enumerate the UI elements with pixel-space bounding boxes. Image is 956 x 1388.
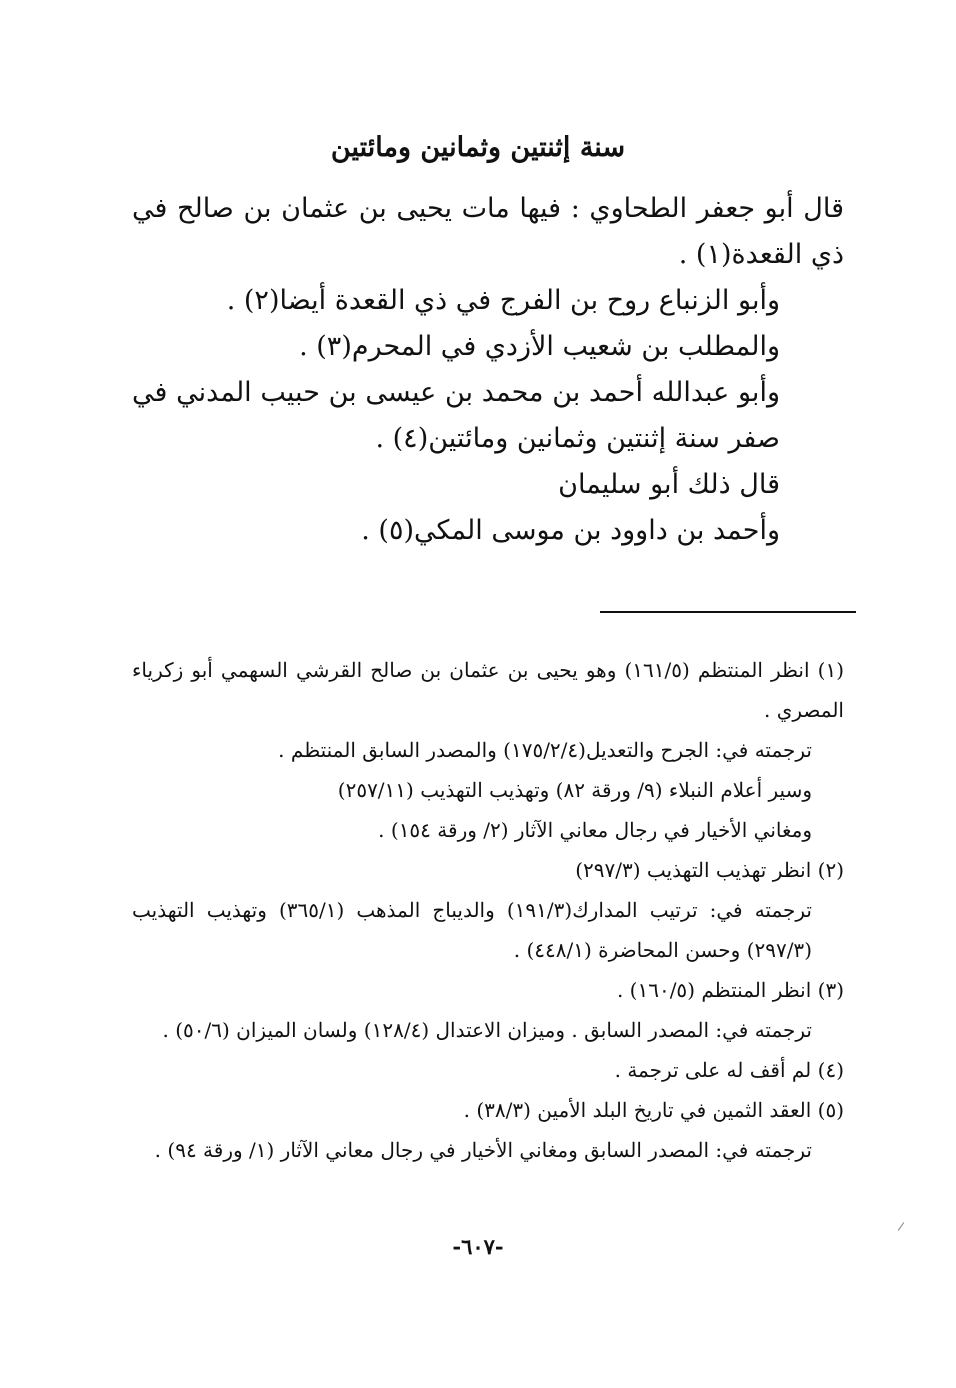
footnote-line: وسير أعلام النبلاء (٩/ ورقة ٨٢) وتهذيب التهذيب (٢٥٧/١١): [337, 778, 812, 802]
chapter-title: سنة إثنتين وثمانين ومائتين: [330, 132, 626, 163]
footnote-line: (٥) العقد الثمين في تاريخ البلد الأمين (٣٨/٣) .: [463, 1098, 844, 1122]
footnotes-section: [132, 650, 844, 1170]
footnote-line: (٢) انظر تهذيب التهذيب (٢٩٧/٣): [575, 858, 844, 882]
scan-mark: [898, 1222, 905, 1231]
footnote-line: ومغاني الأخيار في رجال معاني الآثار (٢/ ورقة ١٥٤) .: [378, 818, 812, 842]
footnote-line: ترجمته في: المصدر السابق . وميزان الاعتدال (١٢٨/٤) ولسان الميزان (٥٠/٦) .: [162, 1018, 812, 1042]
footnote-line: ترجمته في: ترتيب المدارك(١٩١/٣) والديباج المذهب (٣٦٥/١) وتهذيب التهذيب (٢٩٧/٣) وحسن المحاضرة (٤٤٨/١) .: [132, 898, 812, 962]
main-paragraph: وأبو الزنباع روح بن الفرج في ذي القعدة أيضا(٢) .: [226, 285, 780, 316]
main-paragraph: والمطلب بن شعيب الأزدي في المحرم(٣) .: [299, 331, 780, 362]
main-paragraph: وأبو عبدالله أحمد بن محمد بن عيسى بن حبيب المدني في صفر سنة إثنتين وثمانين ومائتين(٤) .: [132, 377, 780, 454]
footnote-line: (٤) لم أقف له على ترجمة .: [614, 1058, 844, 1082]
main-paragraph: قال ذلك أبو سليمان: [558, 469, 780, 500]
footnote-separator: [600, 611, 856, 613]
footnote-line: ترجمته في: المصدر السابق ومغاني الأخيار في رجال معاني الآثار (١/ ورقة ٩٤) .: [154, 1138, 812, 1162]
main-paragraph: قال أبو جعفر الطحاوي : فيها مات يحيى بن عثمان بن صالح في ذي القعدة(١) .: [132, 193, 844, 270]
main-paragraph: وأحمد بن داوود بن موسى المكي(٥) .: [361, 515, 780, 546]
main-text-body: [132, 186, 844, 554]
footnote-line: (٣) انظر المنتظم (١٦٠/٥) .: [616, 978, 844, 1002]
page-number: -٦٠٧-: [452, 1234, 504, 1259]
footnote-line: (١) انظر المنتظم (١٦١/٥) وهو يحيى بن عثمان بن صالح القرشي السهمي أبو زكرياء المصري .: [132, 658, 844, 722]
footnote-line: ترجمته في: الجرح والتعديل(١٧٥/٢/٤) والمصدر السابق المنتظم .: [278, 738, 812, 762]
